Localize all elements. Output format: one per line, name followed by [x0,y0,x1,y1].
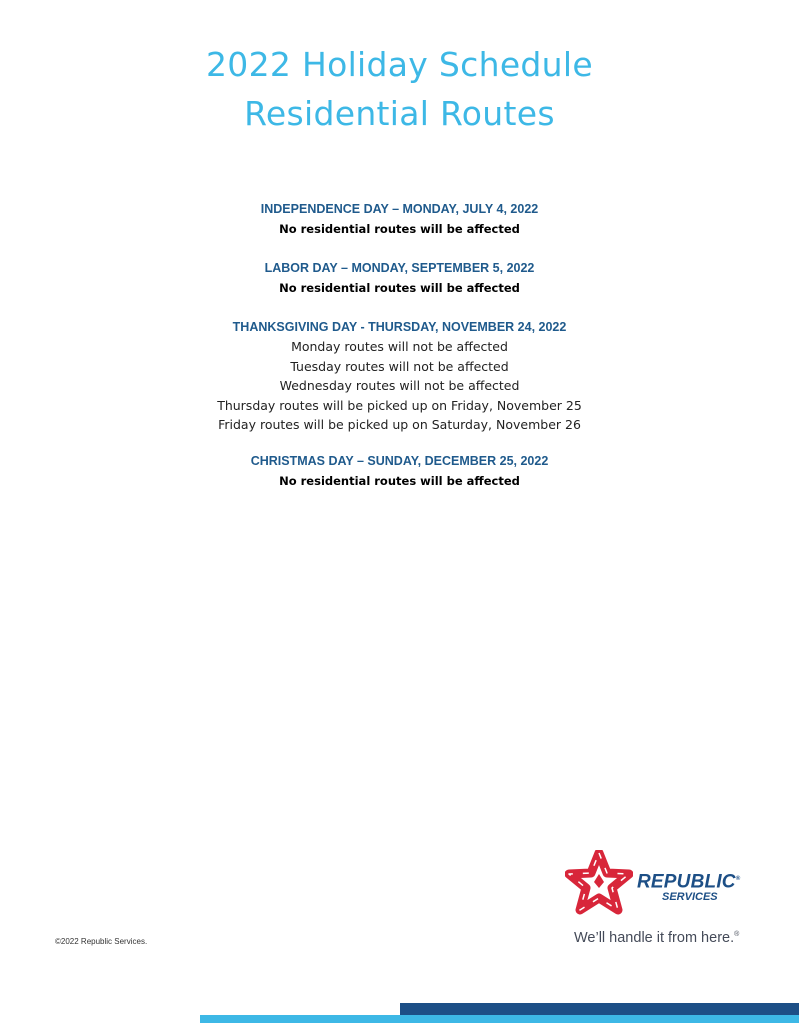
route-note: Monday routes will not be affected [291,339,508,354]
copyright-notice: ©2022 Republic Services. [55,937,148,946]
route-note: Friday routes will be picked up on Saturday, November 26 [218,417,581,433]
holiday-note: No residential routes will be affected [279,222,520,236]
title-line-1: 2022 Holiday Schedule [206,45,593,84]
title-line-2: Residential Routes [244,94,555,133]
route-note: Wednesday routes will not be affected [279,378,520,394]
footer-bar-light [200,1015,799,1023]
logo-wordmark [637,870,740,904]
holiday-section-christmas [0,452,799,491]
republic-services-logo [565,848,765,923]
logo-name: REPUBLIC [637,871,736,893]
logo-sub: SERVICES [662,891,718,904]
tagline-mark: ® [734,931,740,939]
page-title [0,40,799,138]
holiday-schedule [0,200,799,511]
holiday-section-independence [0,200,799,239]
registered-mark: ® [735,876,741,882]
holiday-heading: INDEPENDENCE DAY – MONDAY, JULY 4, 2022 [260,202,539,216]
holiday-heading: CHRISTMAS DAY – SUNDAY, DECEMBER 25, 2022 [250,453,549,468]
tagline [574,930,739,946]
holiday-heading: LABOR DAY – MONDAY, SEPTEMBER 5, 2022 [264,261,535,275]
holiday-section-labor [0,259,799,298]
holiday-note: No residential routes will be affected [279,281,520,295]
route-note: Thursday routes will be picked up on Friday, November 25 [217,397,582,413]
tagline-text: We’ll handle it from here. [574,930,735,946]
holiday-section-thanksgiving [0,318,799,435]
holiday-note: No residential routes will be affected [279,473,520,488]
holiday-heading: THANKSGIVING DAY - THURSDAY, NOVEMBER 24, 2022 [232,320,567,334]
route-note: Tuesday routes will not be affected [290,358,509,374]
republic-star-logo-icon [565,850,633,916]
footer-bar-dark [400,1003,799,1015]
